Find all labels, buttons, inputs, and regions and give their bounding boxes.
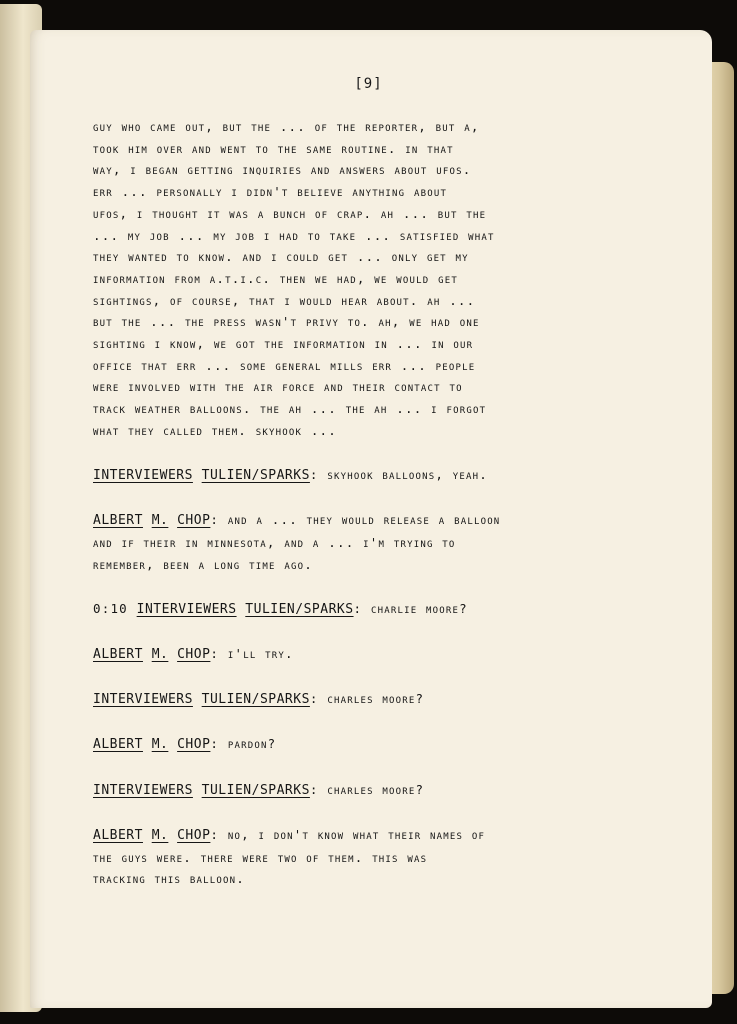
exchange-chop: [93, 643, 693, 666]
text-line: information from a.t.i.c. then we had, we would get: [93, 270, 458, 286]
exchange-interviewers: [93, 598, 693, 621]
transcript-body: [93, 116, 693, 890]
speaker-label: INTERVIEWERS: [93, 782, 193, 798]
speaker-label: TULIEN/SPARKS: [201, 468, 310, 484]
speech-text: : skyhook balloons, yeah.: [309, 467, 489, 483]
text-line: sightings, of course, that i would hear about. ah ...: [93, 292, 476, 308]
text-line: were involved with the air force and their contact to: [93, 379, 463, 395]
speaker-label: M.: [151, 647, 169, 663]
speaker-label: CHOP: [177, 737, 211, 753]
speaker-label: TULIEN/SPARKS: [201, 692, 310, 708]
text-line: track weather balloons. the ah ... the ah ... i forgot: [93, 401, 487, 417]
speaker-label: M.: [151, 827, 169, 843]
exchange-interviewers: [93, 464, 693, 487]
speaker-label: INTERVIEWERS: [93, 468, 193, 484]
speech-text: : no, i don't know what their names of: [210, 826, 486, 842]
text-line: they wanted to know. and i could get ... only get my: [93, 249, 469, 265]
timestamp: 0:10: [93, 600, 137, 616]
speaker-label: ALBERT: [93, 513, 143, 529]
text-line: ... my job ... my job i had to take ... satisfied what: [93, 227, 495, 243]
text-line: guy who came out, but the ... of the reporter, but a,: [93, 119, 480, 134]
speaker-label: CHOP: [177, 827, 211, 843]
speech-text: and if their in minnesota, and a ... i'm trying to: [93, 534, 456, 550]
speech-text: tracking this balloon.: [93, 871, 245, 887]
exchange-chop: [93, 733, 693, 756]
exchange-chop: [93, 509, 693, 575]
text-line: but the ... the press wasn't privy to. ah, we had one: [93, 314, 480, 330]
speaker-label: TULIEN/SPARKS: [201, 782, 310, 798]
speaker-label: M.: [151, 737, 169, 753]
speaker-label: ALBERT: [93, 827, 143, 843]
speaker-label: INTERVIEWERS: [136, 601, 237, 617]
exchange-interviewers: [93, 779, 693, 802]
intro-paragraph: [93, 116, 693, 442]
speech-text: remember, been a long time ago.: [93, 556, 313, 572]
speech-text: : i'll try.: [210, 646, 294, 662]
text-line: took him over and went to the same routine. in that: [93, 140, 454, 156]
speaker-label: CHOP: [177, 647, 211, 663]
speech-text: : charles moore?: [309, 691, 425, 707]
speech-text: : and a ... they would release a balloon: [210, 512, 501, 528]
text-line: what they called them. skyhook ...: [93, 422, 337, 438]
speech-text: the guys were. there were two of them. this was: [93, 849, 428, 865]
speech-text: : charles moore?: [309, 781, 425, 797]
speaker-label: INTERVIEWERS: [93, 692, 193, 708]
speaker-label: M.: [151, 513, 169, 529]
speaker-label: CHOP: [177, 513, 211, 529]
text-line: way, i began getting inquiries and answers about ufos.: [93, 162, 472, 178]
speech-text: : charlie moore?: [353, 600, 468, 616]
speaker-label: ALBERT: [93, 737, 143, 753]
exchange-interviewers: [93, 688, 693, 711]
page-number: [9]: [354, 76, 383, 92]
exchange-chop: [93, 824, 693, 890]
speaker-label: TULIEN/SPARKS: [245, 601, 354, 617]
text-line: err ... personally i didn't believe anything about: [93, 184, 448, 200]
text-line: sighting i know, we got the information in ... in our: [93, 336, 474, 352]
text-line: office that err ... some general mills err ... people: [93, 357, 476, 373]
text-line: ufos, i thought it was a bunch of crap. ah ... but the: [93, 205, 487, 221]
speaker-label: ALBERT: [93, 647, 143, 663]
speech-text: : pardon?: [210, 736, 277, 752]
